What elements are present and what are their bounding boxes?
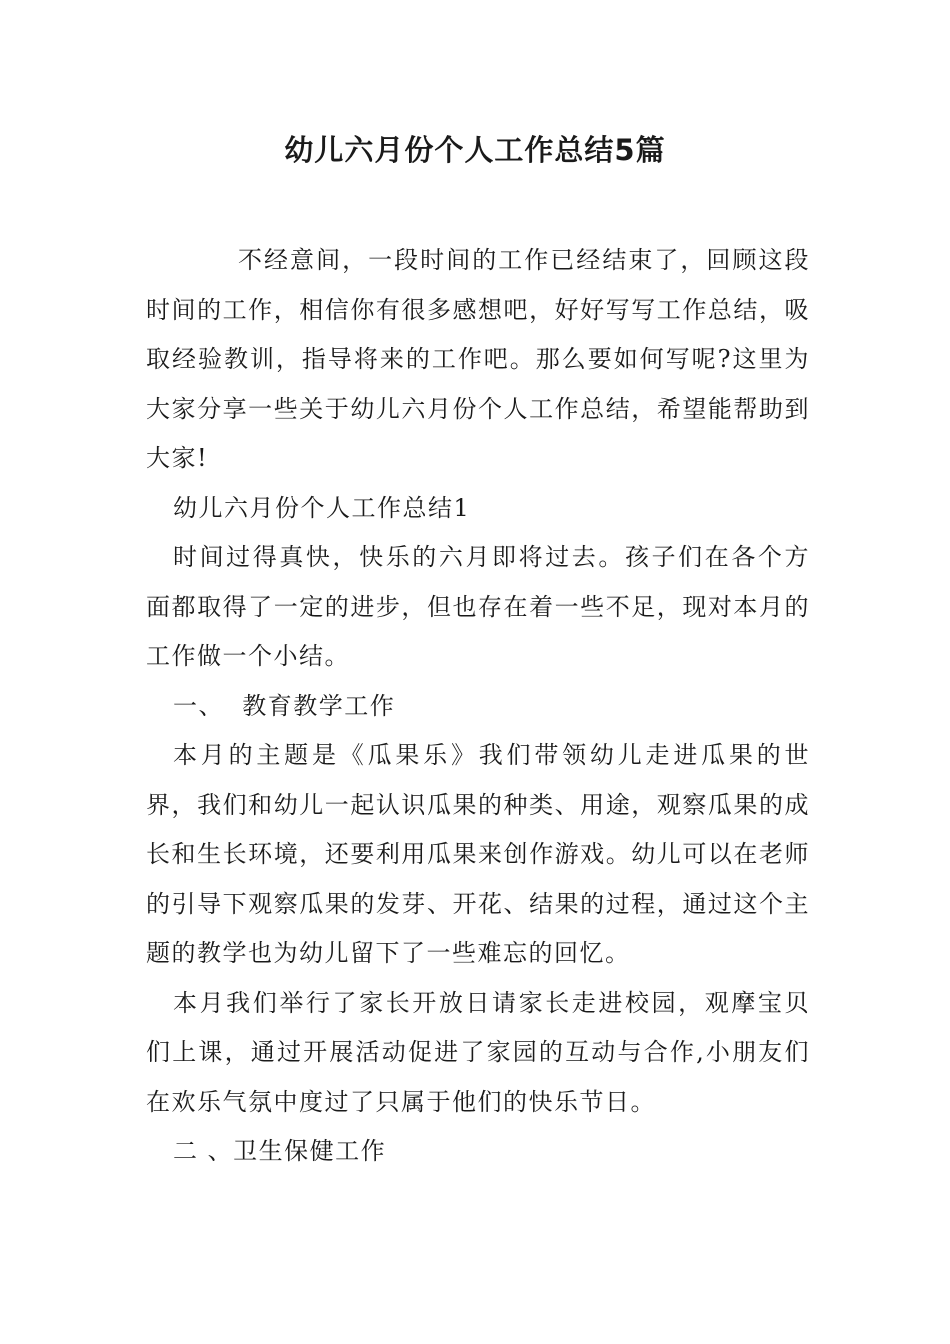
- section-heading-health: 二 、卫生保健工作: [173, 1137, 387, 1165]
- section-heading-teaching: 一、 教育教学工作: [173, 691, 396, 720]
- body-paragraph: 时间过得真快，快乐的六月即将过去。孩子们在各个方面都取得了一定的进步，但也存在着一些不足，现对本月的工作做一个小结。: [146, 543, 810, 670]
- intro-paragraph: 不经意间，一段时间的工作已经结束了，回顾这段时间的工作，相信你有很多感想吧，好好写写工作总结，吸取经验教训，指导将来的工作吧。那么要如何写呢?这里为大家分享一些关于幼儿六月份个人工作总结，希望能帮助到大家!: [146, 246, 810, 472]
- section-heading-summary-1: 幼儿六月份个人工作总结1: [173, 493, 471, 522]
- body-paragraph: 本月我们举行了家长开放日请家长走进校园，观摩宝贝们上课，通过开展活动促进了家园的互动与合作,小朋友们在欢乐气氛中度过了只属于他们的快乐节日。: [146, 988, 810, 1116]
- document-title: 幼儿六月份个人工作总结5篇: [284, 133, 666, 167]
- document-body: [146, 236, 810, 1177]
- body-paragraph: 本月的主题是《瓜果乐》我们带领幼儿走进瓜果的世界，我们和幼儿一起认识瓜果的种类、用途，观察瓜果的成长和生长环境，还要利用瓜果来创作游戏。幼儿可以在老师的引导下观察瓜果的发芽、开花、结果的过程，通过这个主题的教学也为幼儿留下了一些难忘的回忆。: [146, 741, 810, 967]
